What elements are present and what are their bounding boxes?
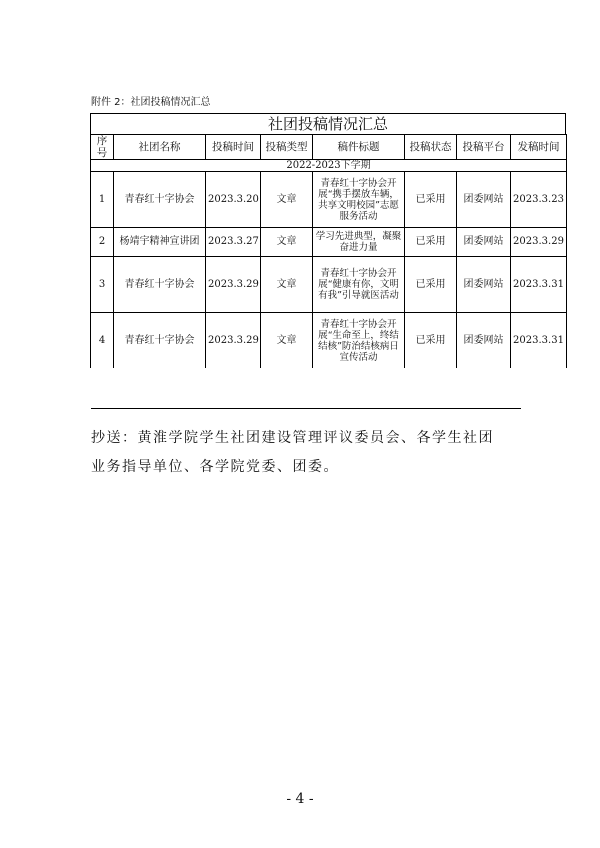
header-platform: 投稿平台 (457, 135, 511, 160)
table-header-row (91, 135, 567, 160)
cell-status: 已采用 (405, 228, 457, 257)
cell-submit-date: 2023.3.29 (206, 313, 261, 369)
header-status: 投稿状态 (405, 135, 457, 160)
attachment-label: 附件 2：社团投稿情况汇总 (91, 97, 211, 108)
header-no: 序号 (91, 135, 114, 160)
cc-line-2: 业务指导单位、各学院党委、团委。 (91, 459, 339, 475)
divider-line (91, 408, 521, 409)
cell-type: 文章 (261, 172, 313, 228)
cell-type: 文章 (261, 228, 313, 257)
cell-submit-date: 2023.3.27 (206, 228, 261, 257)
cell-club: 青春红十字协会 (114, 257, 206, 313)
cell-platform: 团委网站 (457, 313, 511, 369)
table-row (91, 313, 567, 369)
header-publish-date: 发稿时间 (511, 135, 567, 160)
cell-platform: 团委网站 (457, 257, 511, 313)
cell-platform: 团委网站 (457, 228, 511, 257)
header-submit-date: 投稿时间 (206, 135, 261, 160)
cell-submit-date: 2023.3.29 (206, 257, 261, 313)
cell-club: 青春红十字协会 (114, 172, 206, 228)
submission-summary-table (90, 113, 566, 368)
table-row (91, 257, 567, 313)
cell-club: 青春红十字协会 (114, 313, 206, 369)
cell-publish-date: 2023.3.23 (511, 172, 567, 228)
cell-type: 文章 (261, 257, 313, 313)
cell-title: 青春红十字协会开展“生命至上，终结结核”防治结核病日宣传活动 (313, 313, 405, 369)
header-club: 社团名称 (114, 135, 206, 160)
header-title: 稿件标题 (313, 135, 405, 160)
cell-status: 已采用 (405, 172, 457, 228)
cell-status: 已采用 (405, 257, 457, 313)
cell-title: 青春红十字协会开展“携手摆放车辆，共享文明校园”志愿服务活动 (313, 172, 405, 228)
cell-club: 杨靖宇精神宣讲团 (114, 228, 206, 257)
table-title: 社团投稿情况汇总 (90, 113, 566, 134)
cc-line-1: 抄送：黄淮学院学生社团建设管理评议委员会、各学生社团 (91, 430, 494, 446)
cell-platform: 团委网站 (457, 172, 511, 228)
cell-title: 青春红十字协会开展“健康有你，文明有我”引导就医活动 (313, 257, 405, 313)
cell-status: 已采用 (405, 313, 457, 369)
cell-no: 1 (91, 172, 114, 228)
cell-submit-date: 2023.3.20 (206, 172, 261, 228)
cell-type: 文章 (261, 313, 313, 369)
cell-title: 学习先进典型，凝聚奋进力量 (313, 228, 405, 257)
cell-publish-date: 2023.3.29 (511, 228, 567, 257)
semester-row (91, 160, 567, 172)
table-row (91, 172, 567, 228)
cc-block (91, 424, 531, 482)
cell-no: 2 (91, 228, 114, 257)
table-row (91, 228, 567, 257)
semester-label: 2022-2023下学期 (91, 160, 567, 172)
header-type: 投稿类型 (261, 135, 313, 160)
cell-no: 4 (91, 313, 114, 369)
cell-publish-date: 2023.3.31 (511, 313, 567, 369)
page-number: - 4 - (286, 791, 314, 807)
cell-publish-date: 2023.3.31 (511, 257, 567, 313)
cell-no: 3 (91, 257, 114, 313)
